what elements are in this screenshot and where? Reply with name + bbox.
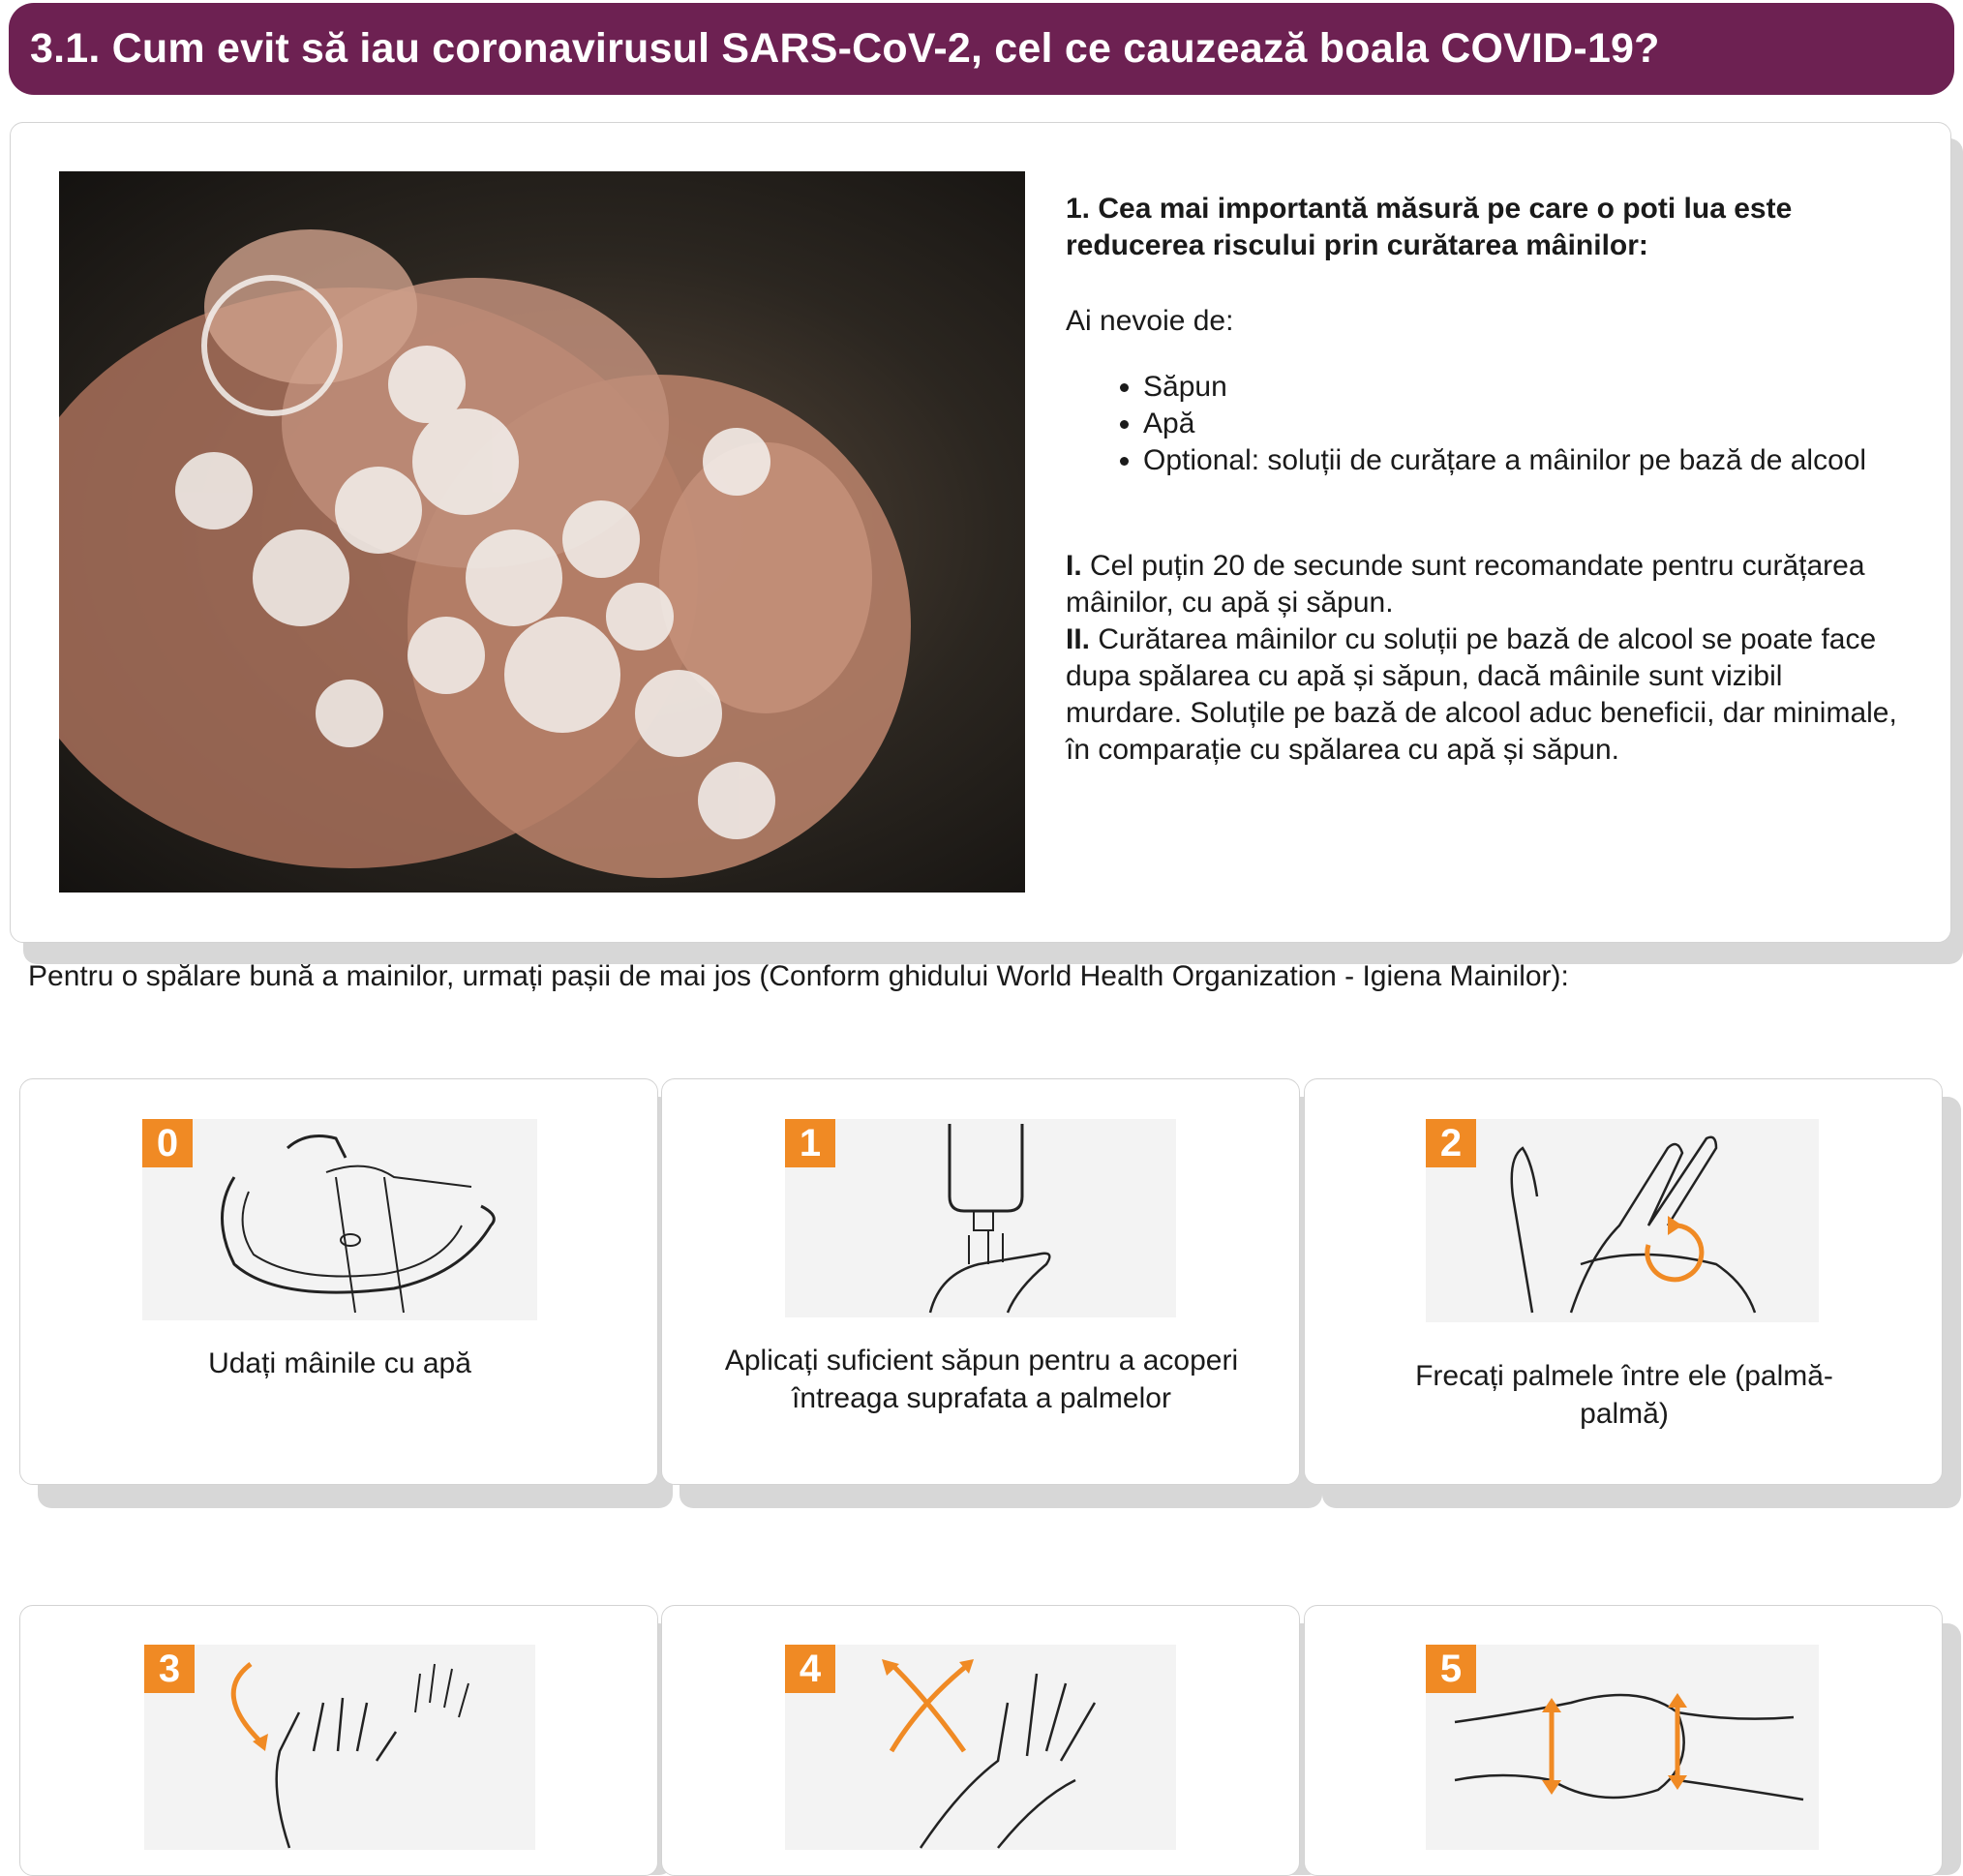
note-1-text: Cel puțin 20 de secunde sunt recomandate pentru curățarea mâinilor, cu apă și săpun. — [1066, 550, 1865, 619]
note-2 — [1066, 621, 1898, 769]
back-of-hands-icon — [144, 1645, 535, 1850]
step-5-illustration — [1426, 1645, 1819, 1850]
step-card-2 — [1304, 1078, 1943, 1485]
section-header — [9, 3, 1954, 95]
step-2-text: Frecați palmele între ele (palmă-palmă) — [1415, 1360, 1833, 1430]
step-card-4 — [661, 1605, 1300, 1876]
step-card-1 — [661, 1078, 1300, 1485]
step-card-0 — [19, 1078, 658, 1485]
interlaced-fingers-icon — [785, 1645, 1176, 1850]
soap-dispenser-icon — [785, 1119, 1176, 1317]
step-3-illustration — [144, 1645, 535, 1850]
wet-hands-icon — [142, 1119, 537, 1320]
step-number-badge: 1 — [785, 1119, 835, 1167]
step-0-text: Udați mâinile cu apă — [208, 1347, 471, 1379]
page-title: 3.1. Cum evit să iau coronavirusul SARS-CoV-2, cel ce cauzează boala COVID-19? — [30, 25, 1660, 72]
handwashing-photo — [59, 171, 1025, 893]
step-card-3 — [19, 1605, 658, 1876]
palm-to-palm-icon — [1426, 1119, 1819, 1322]
step-0-illustration — [142, 1119, 537, 1320]
intro-lead: 1. Cea mai importantă măsură pe care o poti lua este reducerea riscului prin curătarea mâinilor: — [1066, 193, 1793, 261]
step-number-badge: 0 — [142, 1119, 193, 1167]
step-4-illustration — [785, 1645, 1176, 1850]
note-1-number: I. — [1066, 550, 1082, 582]
soapy-hands-image — [59, 171, 1025, 893]
note-2-number: II. — [1066, 623, 1091, 655]
step-1-illustration — [785, 1119, 1176, 1317]
list-item: • Săpun — [1143, 369, 1898, 406]
intro-card — [10, 122, 1951, 943]
step-1-text: Aplicați suficient săpun pentru a acoperi întreaga suprafata a palmelor — [724, 1345, 1239, 1414]
note-1 — [1066, 548, 1898, 621]
intro-text — [1066, 191, 1898, 769]
steps-intro-text: Pentru o spălare bună a mainilor, urmați pașii de mai jos (Conform ghidului World Health Organization - Igiena Mainilor): — [28, 960, 1569, 992]
step-number-badge: 4 — [785, 1645, 835, 1693]
step-number-badge: 3 — [144, 1645, 195, 1693]
need-label: Ai nevoie de: — [1066, 305, 1234, 337]
note-2-text: Curătarea mâinilor cu soluții pe bază de alcool se poate face dupa spălarea cu apă și săpun, dacă mâinile sunt vizibil murdare. Soluțile pe bază de alcool aduc beneficii, dar minimale, în comparație cu spălarea cu apă și săpun. — [1066, 623, 1897, 766]
step-2-illustration — [1426, 1119, 1819, 1322]
list-item: • Apă — [1143, 406, 1898, 442]
step-card-5 — [1304, 1605, 1943, 1876]
step-number-badge: 5 — [1426, 1645, 1476, 1693]
list-item: • Optional: soluții de curățare a mâinilor pe bază de alcool — [1143, 442, 1898, 479]
interlocked-fingers-icon — [1426, 1645, 1819, 1850]
supplies-list — [1066, 369, 1898, 479]
step-number-badge: 2 — [1426, 1119, 1476, 1167]
